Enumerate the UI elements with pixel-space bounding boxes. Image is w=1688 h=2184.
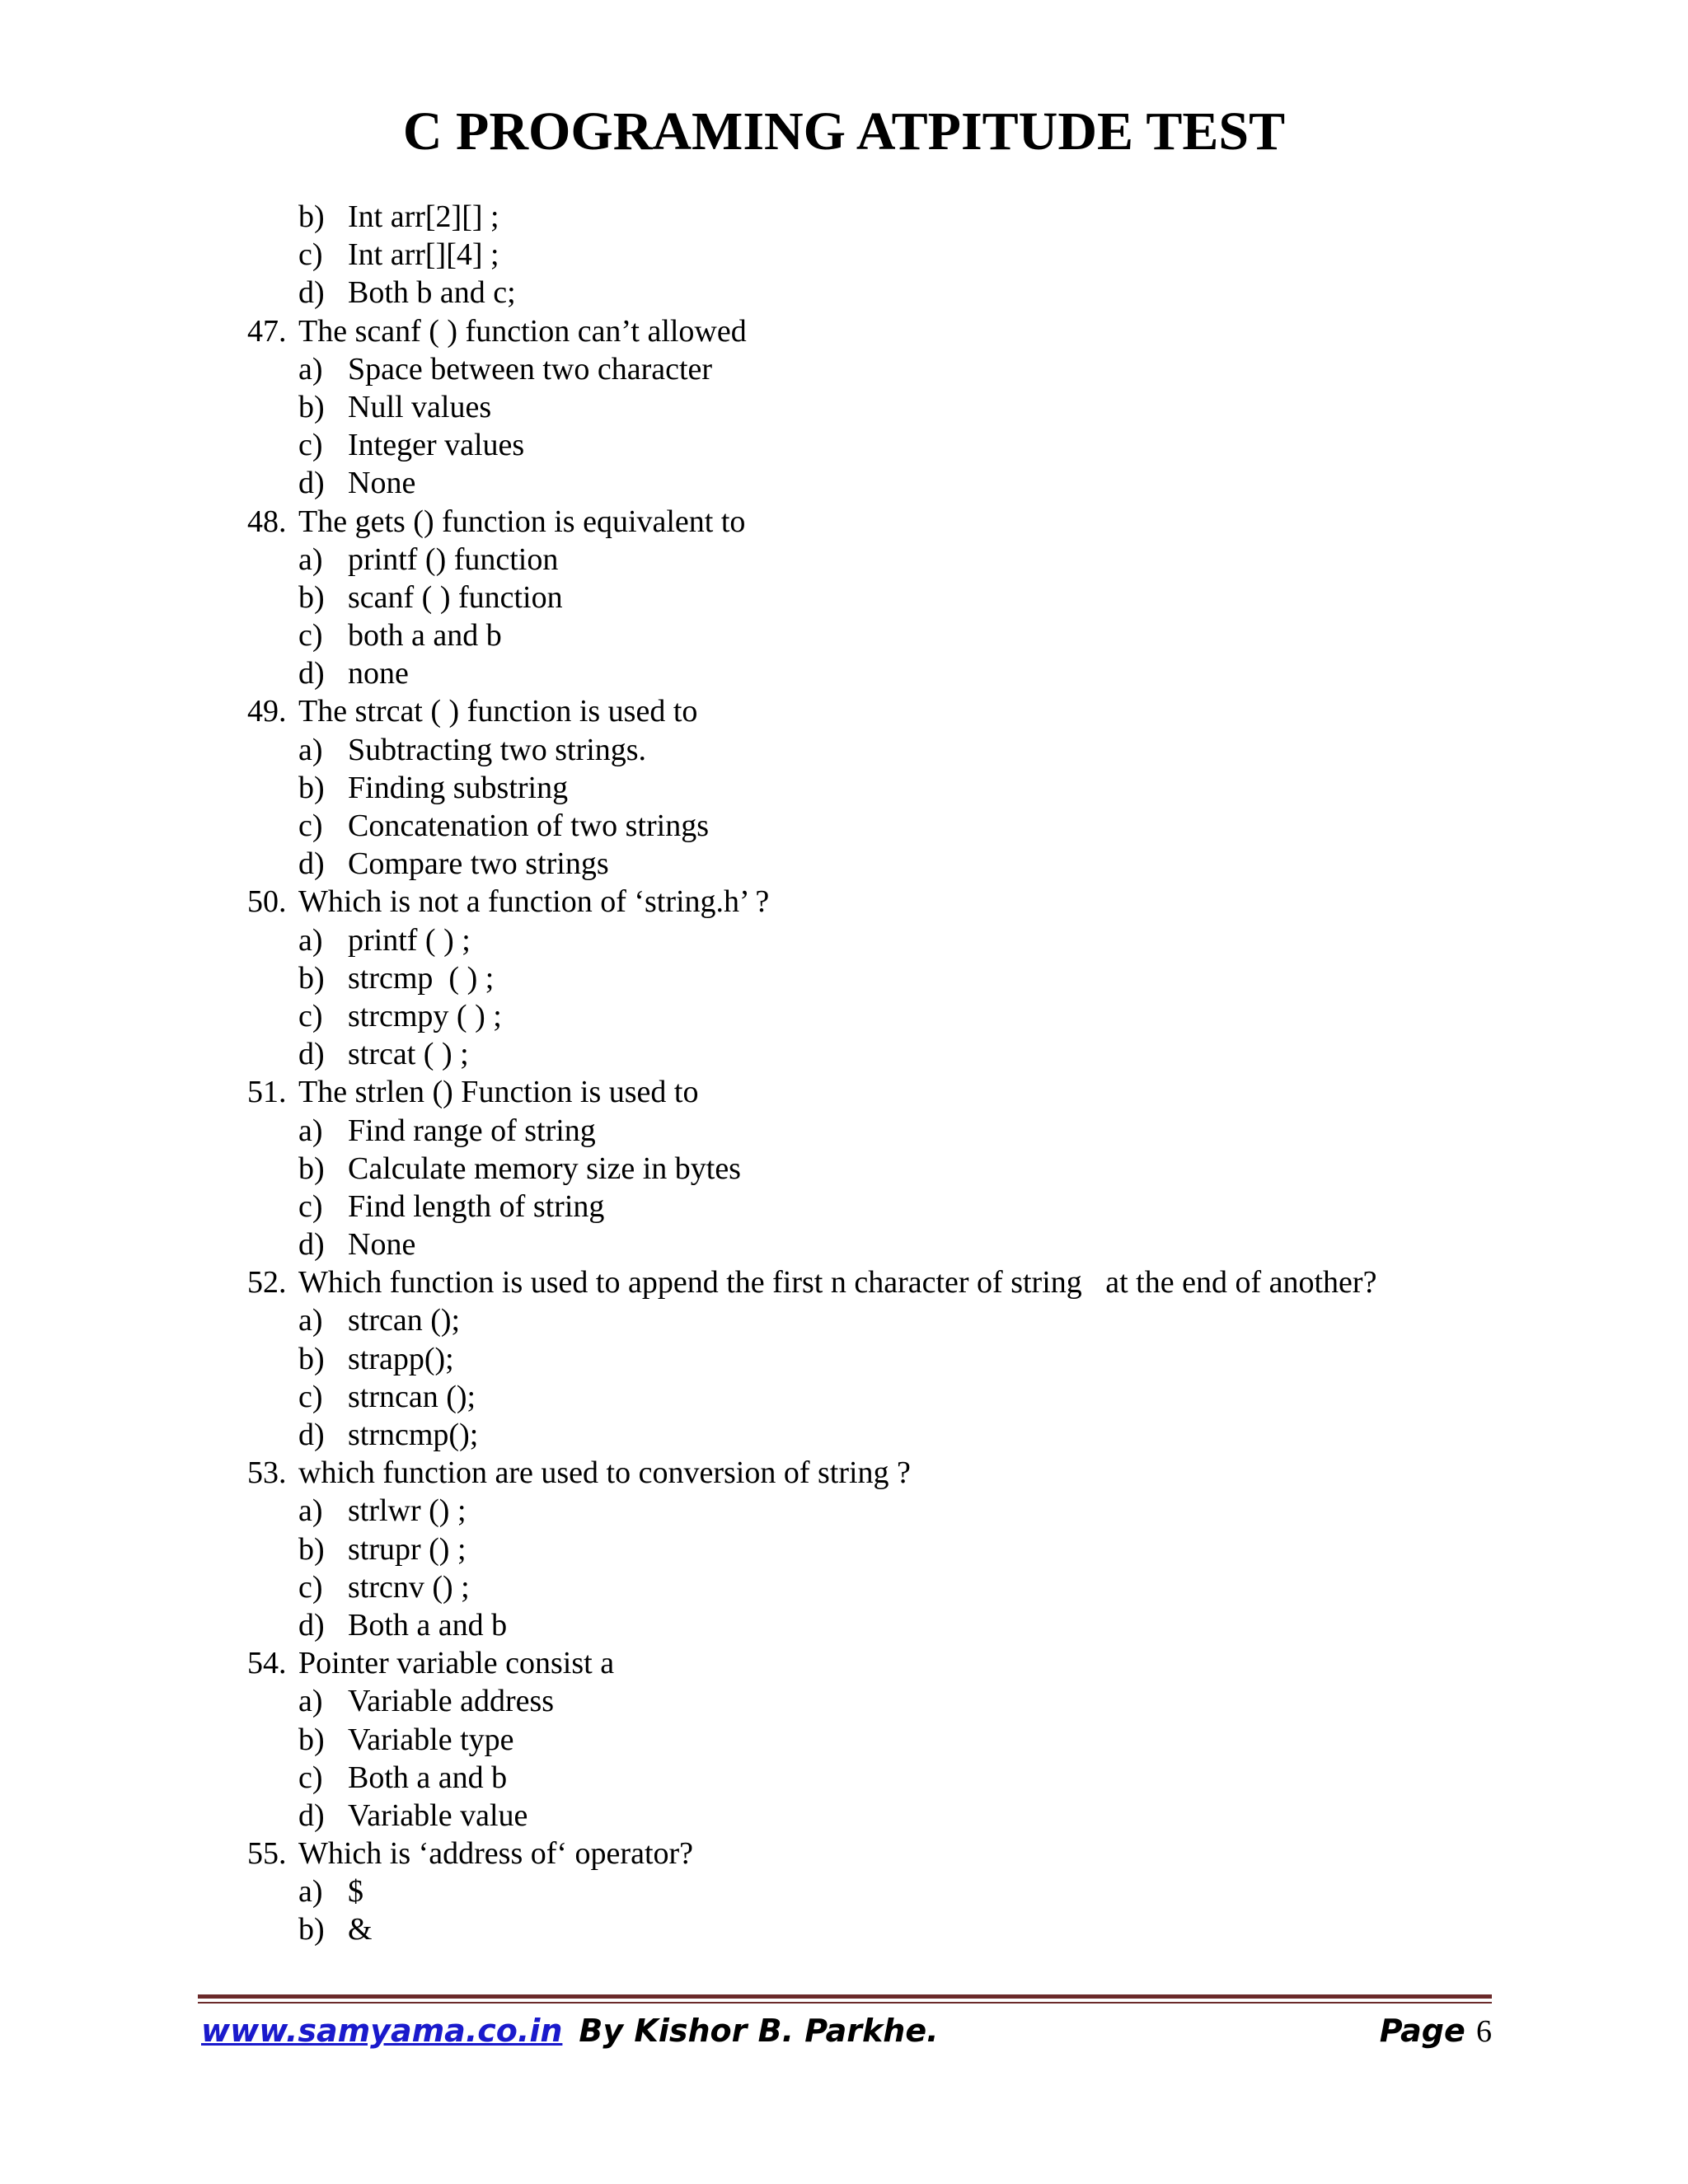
option-text: Compare two strings (348, 846, 609, 882)
question-number: 51. (247, 1075, 287, 1110)
question-item (247, 1073, 1566, 1111)
question-item (247, 1835, 1566, 1872)
option-letter: c) (298, 1569, 323, 1605)
answer-option (247, 1910, 1566, 1948)
option-letter: c) (298, 1379, 323, 1414)
option-letter: d) (298, 275, 325, 311)
footer-rule-thin (198, 2002, 1492, 2004)
option-letter: d) (298, 1037, 325, 1072)
answer-option (247, 921, 1566, 959)
author-credit: By Kishor B. Parkhe. (579, 2013, 939, 2049)
answer-option (247, 198, 1566, 236)
option-text: Variable address (348, 1684, 555, 1719)
answer-option (247, 541, 1566, 579)
option-text: Null values (348, 389, 492, 424)
option-text: Both a and b (348, 1760, 508, 1795)
option-letter: c) (298, 1760, 323, 1795)
option-text: strncan (); (348, 1379, 476, 1414)
question-text: The strlen () Function is used to (298, 1075, 699, 1110)
question-item (247, 503, 1566, 541)
option-letter: b) (298, 389, 325, 424)
option-text: Find length of string (348, 1188, 605, 1224)
option-text: $ (348, 1874, 363, 1910)
question-list (247, 198, 1566, 1949)
option-text: strcmp ( ) ; (348, 960, 495, 996)
question-text: The scanf ( ) function can’t allowed (298, 313, 747, 349)
answer-option (247, 350, 1566, 388)
answer-option (247, 845, 1566, 883)
question-text: Which function is used to append the first n character of string at the end of another? (298, 1265, 1377, 1301)
answer-option (247, 1112, 1566, 1150)
question-item (247, 312, 1566, 350)
option-letter: a) (298, 351, 323, 387)
option-text: none (348, 656, 409, 691)
option-letter: a) (298, 1303, 323, 1338)
answer-option (247, 236, 1566, 274)
question-number: 55. (247, 1836, 287, 1872)
option-letter: b) (298, 1151, 325, 1186)
option-text: Variable type (348, 1722, 514, 1757)
answer-option (247, 654, 1566, 692)
option-letter: b) (298, 960, 325, 996)
answer-option (247, 1682, 1566, 1720)
option-letter: b) (298, 199, 325, 234)
answer-option (247, 959, 1566, 997)
answer-option (247, 464, 1566, 502)
option-text: & (348, 1912, 373, 1947)
option-text: strlwr () ; (348, 1493, 467, 1529)
answer-option (247, 1568, 1566, 1606)
option-letter: d) (298, 1797, 325, 1833)
question-number: 54. (247, 1646, 287, 1681)
answer-option (247, 1872, 1566, 1910)
answer-option (247, 1606, 1566, 1644)
answer-option (247, 1492, 1566, 1530)
answer-option (247, 1035, 1566, 1073)
option-letter: a) (298, 1113, 323, 1148)
answer-option (247, 616, 1566, 654)
option-text: Space between two character (348, 351, 713, 387)
page-footer (201, 2008, 1492, 2054)
option-letter: d) (298, 656, 325, 691)
option-text: None (348, 1227, 416, 1263)
option-text: Find range of string (348, 1113, 596, 1148)
option-text: Int arr[2][] ; (348, 199, 499, 234)
option-text: both a and b (348, 618, 502, 654)
option-text: Integer values (348, 428, 525, 463)
option-letter: a) (298, 1493, 323, 1529)
page-title: C PROGRAMING ATPITUDE TEST (402, 101, 1286, 162)
option-letter: d) (298, 466, 325, 501)
answer-option (247, 1759, 1566, 1797)
answer-option (247, 1301, 1566, 1339)
question-text: The strcat ( ) function is used to (298, 694, 698, 729)
option-letter: c) (298, 808, 323, 843)
question-text: Which is ‘address of‘ operator? (298, 1836, 694, 1872)
option-letter: b) (298, 1531, 325, 1567)
option-text: Both a and b (348, 1607, 508, 1643)
option-letter: b) (298, 1341, 325, 1376)
option-letter: d) (298, 1418, 325, 1452)
question-text: The gets () function is equivalent to (298, 504, 746, 539)
question-item (247, 692, 1566, 730)
option-letter: c) (298, 428, 323, 463)
option-letter: c) (298, 998, 323, 1033)
footer-rule-thick (198, 1994, 1492, 1999)
option-letter: d) (298, 1227, 325, 1263)
question-number: 48. (247, 504, 287, 539)
answer-option (247, 579, 1566, 616)
question-item (247, 1454, 1566, 1492)
answer-option (247, 1150, 1566, 1188)
question-number: 49. (247, 694, 287, 729)
option-text: Concatenation of two strings (348, 808, 709, 843)
option-letter: a) (298, 1874, 323, 1910)
option-letter: b) (298, 1722, 325, 1757)
question-text: Which is not a function of ‘string.h’ ? (298, 884, 770, 920)
option-letter: a) (298, 1684, 323, 1719)
page-indicator (1380, 2008, 1492, 2055)
option-letter: c) (298, 1188, 323, 1224)
option-text: strcat ( ) ; (348, 1037, 469, 1072)
option-letter: a) (298, 732, 323, 767)
option-letter: a) (298, 922, 323, 958)
option-text: Int arr[][4] ; (348, 237, 499, 273)
answer-option (247, 1721, 1566, 1759)
answer-option (247, 1530, 1566, 1568)
question-item (247, 883, 1566, 921)
option-text: strupr () ; (348, 1531, 467, 1567)
option-letter: c) (298, 618, 323, 654)
answer-option (247, 807, 1566, 845)
option-letter: d) (298, 846, 325, 882)
answer-option (247, 1378, 1566, 1416)
option-text: strcnv () ; (348, 1569, 470, 1605)
option-text: strapp(); (348, 1341, 454, 1376)
option-letter: a) (298, 541, 323, 577)
question-number: 47. (247, 313, 287, 349)
option-text: Calculate memory size in bytes (348, 1151, 741, 1186)
option-text: strcan (); (348, 1303, 461, 1338)
answer-option (247, 997, 1566, 1035)
answer-option (247, 1340, 1566, 1378)
question-text: which function are used to conversion of string ? (298, 1455, 911, 1491)
option-text: strncmp(); (348, 1418, 479, 1452)
question-item (247, 1644, 1566, 1682)
question-number: 53. (247, 1455, 287, 1491)
answer-option (247, 1226, 1566, 1263)
page-label: Page (1379, 2013, 1465, 2049)
answer-option (247, 426, 1566, 464)
option-text: Variable value (348, 1797, 528, 1833)
answer-option (247, 1797, 1566, 1835)
answer-option (247, 769, 1566, 807)
option-text: strcmpy ( ) ; (348, 998, 502, 1033)
answer-option (247, 1188, 1566, 1226)
option-text: None (348, 466, 416, 501)
option-text: Subtracting two strings. (348, 732, 647, 767)
question-item (247, 1263, 1566, 1301)
question-number: 50. (247, 884, 287, 920)
question-text: Pointer variable consist a (298, 1646, 615, 1681)
option-text: printf () function (348, 541, 559, 577)
answer-option (247, 274, 1566, 312)
page-number: 6 (1476, 2014, 1492, 2049)
option-letter: b) (298, 770, 325, 805)
option-text: scanf ( ) function (348, 579, 563, 615)
option-text: Both b and c; (348, 275, 516, 311)
answer-option (247, 1416, 1566, 1454)
answer-option (247, 731, 1566, 769)
option-text: Finding substring (348, 770, 569, 805)
question-number: 52. (247, 1265, 287, 1301)
option-letter: b) (298, 579, 325, 615)
answer-option (247, 388, 1566, 426)
website-link[interactable]: www.samyama.co.in (201, 2013, 563, 2049)
option-letter: c) (298, 237, 323, 273)
option-letter: b) (298, 1912, 325, 1947)
option-text: printf ( ) ; (348, 922, 471, 958)
option-letter: d) (298, 1607, 325, 1643)
